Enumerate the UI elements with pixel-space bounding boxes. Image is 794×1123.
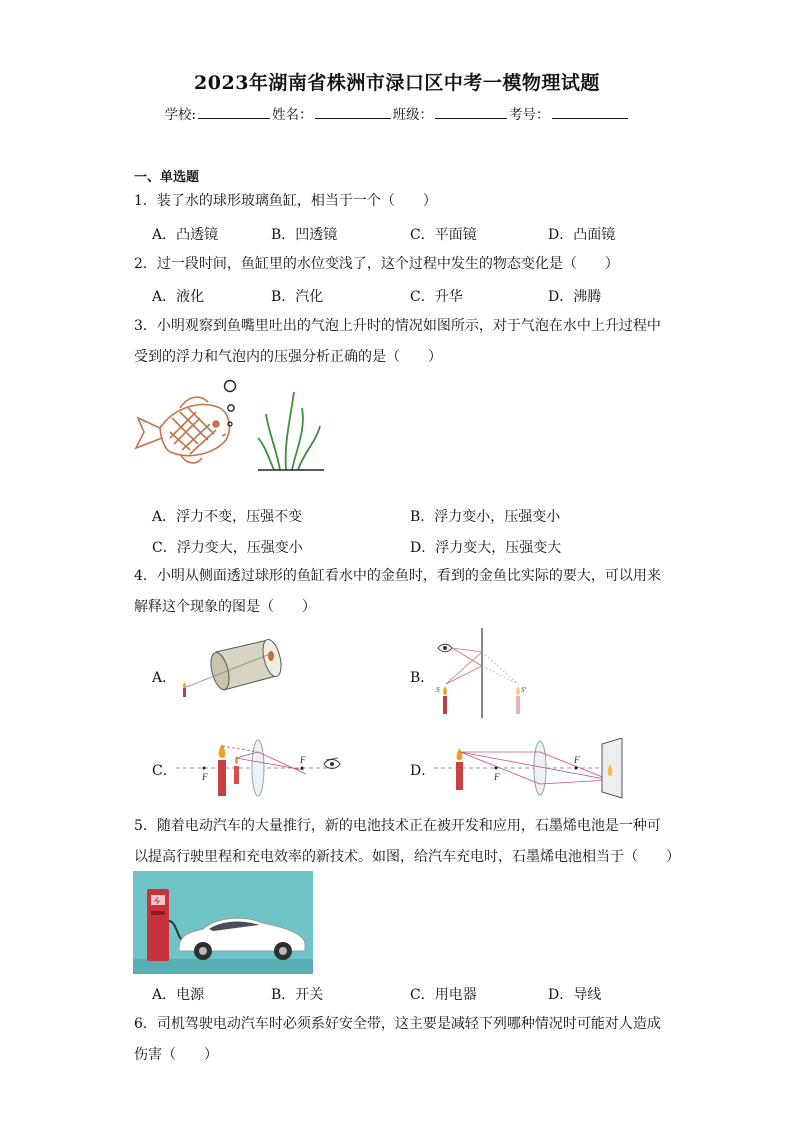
candle-image-icon: [218, 760, 226, 796]
class-blank[interactable]: [435, 105, 507, 119]
question-6-line-1: 6．司机驾驶电动汽车时必须系好安全带，这主要是减轻下列哪种情况时可能对人造成: [134, 1016, 661, 1032]
question-4-line-2: 解释这个现象的图是（ ）: [134, 599, 316, 615]
candle-icon: [456, 762, 463, 790]
q2-option-c[interactable]: C．升华: [410, 289, 463, 305]
candle-image-icon: [516, 696, 520, 714]
q4-option-b[interactable]: B．: [410, 670, 435, 686]
ev-charging-figure: [133, 871, 313, 974]
seaweed-icon: [258, 392, 320, 470]
q5-option-d[interactable]: D．导线: [548, 987, 602, 1003]
candle-icon: [183, 688, 186, 697]
q2-option-d[interactable]: D．沸腾: [548, 289, 602, 305]
candle-icon: [443, 696, 447, 714]
projector-lens-figure: [434, 738, 630, 800]
q1-option-c[interactable]: C．平面镜: [410, 227, 477, 243]
section-heading: 一、单选题: [134, 170, 200, 185]
q5-option-a[interactable]: A．电源: [152, 987, 205, 1003]
fish-bubbles-figure: [130, 378, 330, 474]
large-bubble-icon: [225, 381, 236, 392]
pinhole-tube-figure: [176, 632, 286, 702]
label-f-right: F: [300, 755, 306, 765]
label-f-right: F: [574, 755, 580, 765]
q1-option-a[interactable]: A．凸透镜: [152, 227, 219, 243]
convex-lens-icon: [252, 740, 264, 796]
school-blank[interactable]: [198, 105, 270, 119]
question-1: 1．装了水的球形玻璃鱼缸，相当于一个（ ）: [134, 193, 437, 209]
question-3-line-2: 受到的浮力和气泡内的压强分析正确的是（ ）: [134, 349, 442, 365]
question-4-line-1: 4．小明从侧面透过球形的鱼缸看水中的金鱼时，看到的金鱼比实际的要大，可以用来: [134, 568, 661, 584]
q3-option-d[interactable]: D．浮力变大，压强变大: [410, 540, 562, 556]
student-info-row: [0, 103, 794, 123]
question-5-line-1: 5．随着电动汽车的大量推行，新的电池技术正在被开发和应用，石墨烯电池是一种可: [134, 818, 661, 834]
q4-option-a[interactable]: A．: [152, 670, 177, 686]
question-2: 2．过一段时间，鱼缸里的水位变浅了，这个过程中发生的物态变化是（ ）: [134, 256, 619, 272]
q5-option-c[interactable]: C．用电器: [410, 987, 477, 1003]
q5-option-b[interactable]: B．开关: [271, 987, 324, 1003]
fish-icon: [136, 397, 229, 463]
plane-mirror-figure: [434, 626, 534, 720]
label-f-left: F: [494, 772, 500, 782]
exam-no-label: 考号：: [509, 107, 550, 123]
medium-bubble-icon: [228, 405, 234, 411]
q1-option-d[interactable]: D．凸面镜: [548, 227, 616, 243]
question-3-line-1: 3．小明观察到鱼嘴里吐出的气泡上升时的情况如图所示，对于气泡在水中上升过程中: [134, 318, 661, 334]
label-f-left: F: [202, 772, 208, 782]
class-label: 班级：: [392, 107, 434, 123]
q4-option-d[interactable]: D．: [410, 763, 436, 779]
name-blank[interactable]: [315, 105, 391, 119]
label-s: S: [436, 686, 440, 694]
school-label: 学校:: [164, 107, 197, 123]
q2-option-a[interactable]: A．液化: [152, 289, 205, 305]
page-title: 2023年湖南省株洲市渌口区中考一模物理试题: [194, 72, 600, 94]
q1-option-b[interactable]: B．凹透镜: [271, 227, 338, 243]
q3-option-c[interactable]: C．浮力变大，压强变小: [152, 540, 303, 556]
candle-icon: [234, 766, 239, 784]
exam-no-blank[interactable]: [552, 105, 628, 119]
label-s-prime: S': [521, 686, 526, 694]
q3-option-b[interactable]: B．浮力变小，压强变小: [410, 509, 561, 525]
q4-option-c[interactable]: C．: [152, 763, 177, 779]
magnifier-lens-figure: [176, 738, 346, 800]
question-5-line-2: 以提高行驶里程和充电效率的新技术。如图，给汽车充电时，石墨烯电池相当于（ ）: [134, 849, 680, 865]
q2-option-b[interactable]: B．汽化: [271, 289, 324, 305]
screen-icon: [602, 738, 622, 798]
name-label: 姓名：: [272, 107, 313, 123]
question-6-line-2: 伤害（ ）: [134, 1047, 218, 1063]
q3-option-a[interactable]: A．浮力不变，压强不变: [152, 509, 303, 525]
